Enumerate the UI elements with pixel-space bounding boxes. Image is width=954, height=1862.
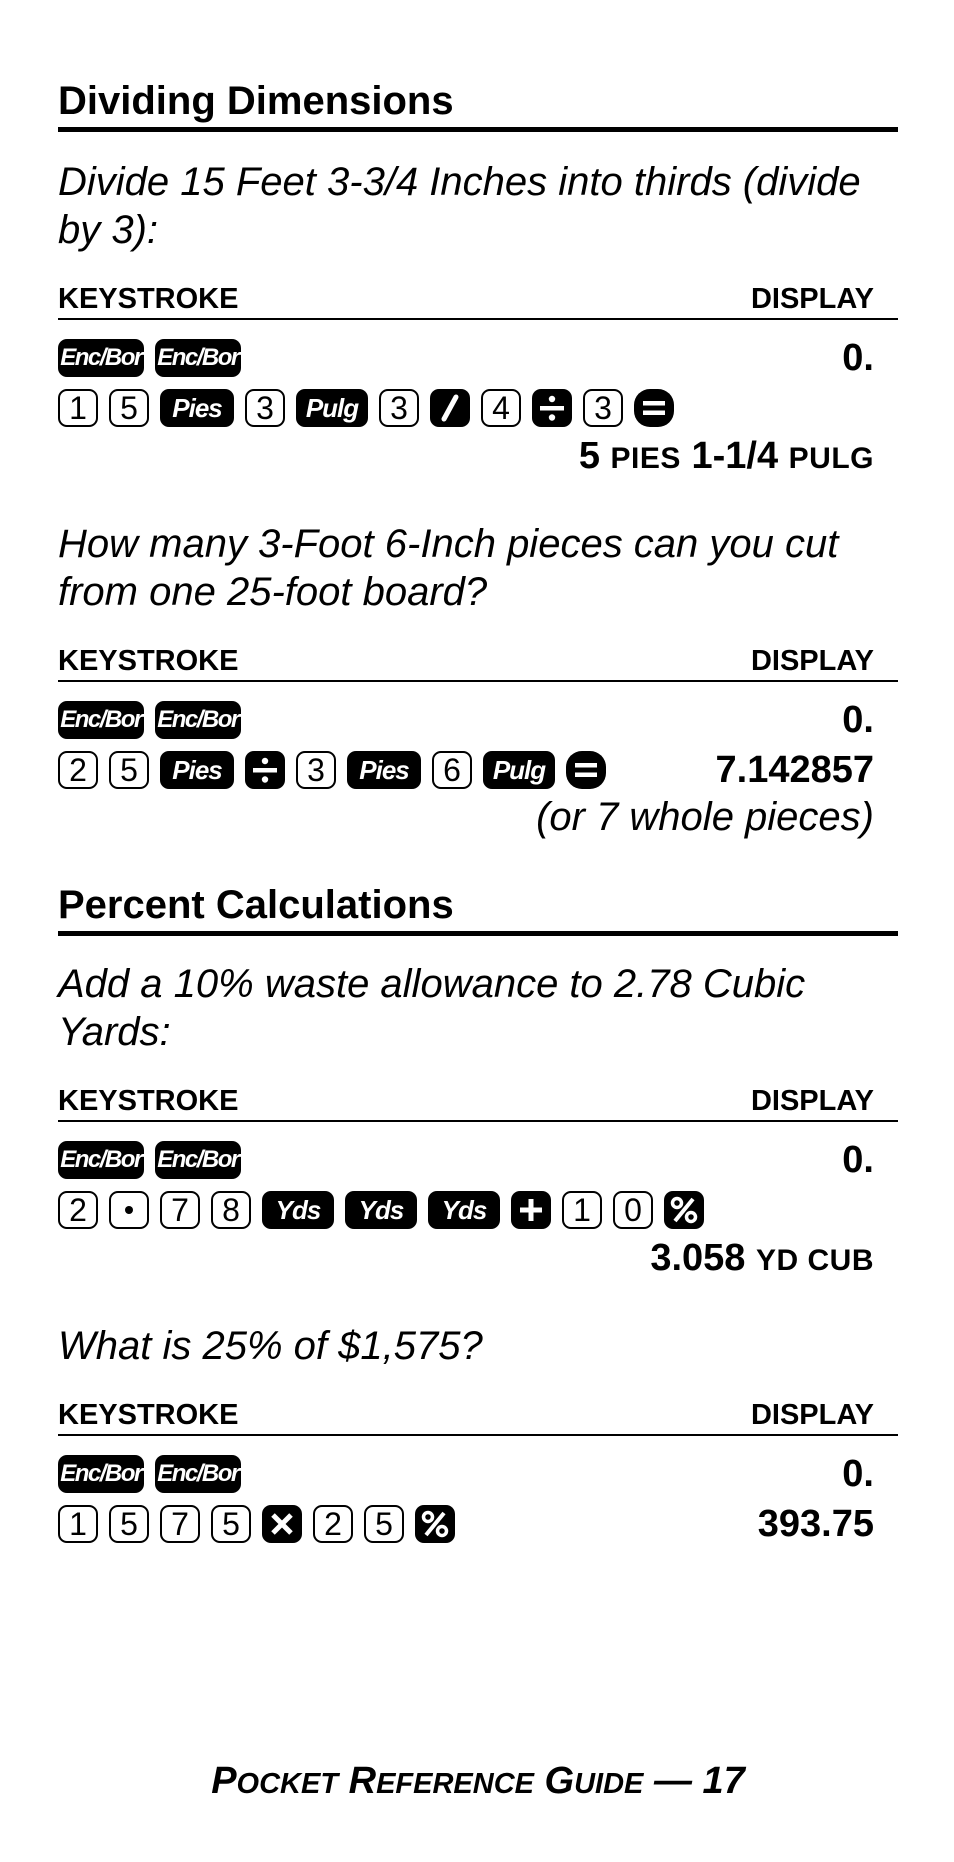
digit-key[interactable]: 7: [160, 1505, 200, 1543]
decimal-point-key[interactable]: [109, 1191, 149, 1229]
digit-key[interactable]: 5: [364, 1505, 404, 1543]
enc-bor-key[interactable]: Enc/Bor: [155, 1141, 241, 1179]
digit-key[interactable]: 3: [379, 389, 419, 427]
divide-key[interactable]: [532, 389, 572, 427]
enc-bor-key[interactable]: Enc/Bor: [58, 701, 144, 739]
display-value: 0.: [842, 1139, 874, 1181]
digit-key[interactable]: 2: [58, 751, 98, 789]
pulg-key[interactable]: Pulg: [483, 751, 555, 789]
percent-key[interactable]: [415, 1505, 455, 1543]
display-header: DISPLAY: [750, 1399, 874, 1431]
keystroke-row: [58, 336, 898, 380]
digit-key[interactable]: 6: [432, 751, 472, 789]
keystroke-display-header: [58, 284, 898, 320]
result-note: (or 7 whole pieces): [536, 795, 874, 839]
keystroke-display-header: [58, 1086, 898, 1122]
section-title-percent: Percent Calculations: [58, 882, 898, 936]
display-value: 0.: [842, 1453, 874, 1495]
digit-key[interactable]: 1: [58, 389, 98, 427]
divide-icon: [532, 389, 572, 427]
plus-icon: [511, 1191, 551, 1229]
keystroke-row: [58, 698, 898, 742]
fraction-bar-key[interactable]: [430, 389, 470, 427]
equals-icon: [634, 389, 674, 427]
digit-key[interactable]: 1: [562, 1191, 602, 1229]
equals-key[interactable]: [634, 389, 674, 427]
example-prompt: What is 25% of $1,575?: [58, 1324, 483, 1368]
fraction-slash-icon: [430, 389, 470, 427]
display-header: DISPLAY: [750, 1085, 874, 1117]
percent-icon: [664, 1191, 704, 1229]
page-footer: POCKET REFERENCE GUIDE — 17: [211, 1760, 745, 1802]
decimal-point-icon: [111, 1193, 147, 1227]
yds-key[interactable]: Yds: [345, 1191, 417, 1229]
enc-bor-key[interactable]: Enc/Bor: [58, 1141, 144, 1179]
digit-key[interactable]: 2: [313, 1505, 353, 1543]
digit-key[interactable]: 3: [583, 389, 623, 427]
keystroke-header: KEYSTROKE: [58, 1085, 239, 1117]
enc-bor-key[interactable]: Enc/Bor: [58, 1455, 144, 1493]
multiply-key[interactable]: [262, 1505, 302, 1543]
enc-bor-key[interactable]: Enc/Bor: [155, 1455, 241, 1493]
display-row: [58, 434, 898, 478]
display-value: 7.142857: [715, 749, 874, 791]
keystroke-row: [58, 386, 898, 430]
display-value: 3.058 YD CUB: [650, 1237, 874, 1279]
pies-key[interactable]: Pies: [347, 751, 421, 789]
digit-key[interactable]: 5: [211, 1505, 251, 1543]
enc-bor-key[interactable]: Enc/Bor: [155, 701, 241, 739]
digit-key[interactable]: 3: [245, 389, 285, 427]
display-header: DISPLAY: [750, 645, 874, 677]
digit-key[interactable]: 4: [481, 389, 521, 427]
display-header: DISPLAY: [750, 283, 874, 315]
digit-key[interactable]: 0: [613, 1191, 653, 1229]
digit-key[interactable]: 8: [211, 1191, 251, 1229]
digit-key[interactable]: 3: [296, 751, 336, 789]
keystroke-display-header: [58, 1400, 898, 1436]
display-row: [58, 1236, 898, 1280]
enc-bor-key[interactable]: Enc/Bor: [58, 339, 144, 377]
display-value: 0.: [842, 337, 874, 379]
pies-key[interactable]: Pies: [160, 389, 234, 427]
example-prompt: Add a 10% waste allowance to 2.78 Cubic Yards:: [58, 962, 806, 1054]
keystroke-header: KEYSTROKE: [58, 645, 239, 677]
digit-key[interactable]: 5: [109, 389, 149, 427]
divide-key[interactable]: [245, 751, 285, 789]
multiply-icon: [262, 1505, 302, 1543]
digit-key[interactable]: 7: [160, 1191, 200, 1229]
digit-key[interactable]: 5: [109, 1505, 149, 1543]
digit-key[interactable]: 2: [58, 1191, 98, 1229]
pies-key[interactable]: Pies: [160, 751, 234, 789]
percent-icon: [415, 1505, 455, 1543]
display-value: 5 PIES 1-1/4 PULG: [578, 435, 874, 477]
pulg-key[interactable]: Pulg: [296, 389, 368, 427]
display-value: 0.: [842, 699, 874, 741]
keystroke-header: KEYSTROKE: [58, 1399, 239, 1431]
keystroke-header: KEYSTROKE: [58, 283, 239, 315]
equals-key[interactable]: [566, 751, 606, 789]
digit-key[interactable]: 1: [58, 1505, 98, 1543]
percent-key[interactable]: [664, 1191, 704, 1229]
digit-key[interactable]: 5: [109, 751, 149, 789]
keystroke-row: [58, 1452, 898, 1496]
yds-key[interactable]: Yds: [262, 1191, 334, 1229]
keystroke-row: [58, 1502, 898, 1546]
example-prompt: How many 3-Foot 6-Inch pieces can you cut from one 25-foot board?: [58, 522, 839, 614]
keystroke-row: [58, 748, 898, 792]
yds-key[interactable]: Yds: [428, 1191, 500, 1229]
divide-icon: [245, 751, 285, 789]
keystroke-row: [58, 1138, 898, 1182]
plus-key[interactable]: [511, 1191, 551, 1229]
example-prompt: Divide 15 Feet 3-3/4 Inches into thirds (divide by 3):: [58, 160, 861, 252]
keystroke-row: [58, 1188, 898, 1232]
equals-icon: [566, 751, 606, 789]
enc-bor-key[interactable]: Enc/Bor: [155, 339, 241, 377]
display-value: 393.75: [757, 1503, 874, 1545]
section-title-dividing: Dividing Dimensions: [58, 78, 898, 132]
keystroke-display-header: [58, 646, 898, 682]
